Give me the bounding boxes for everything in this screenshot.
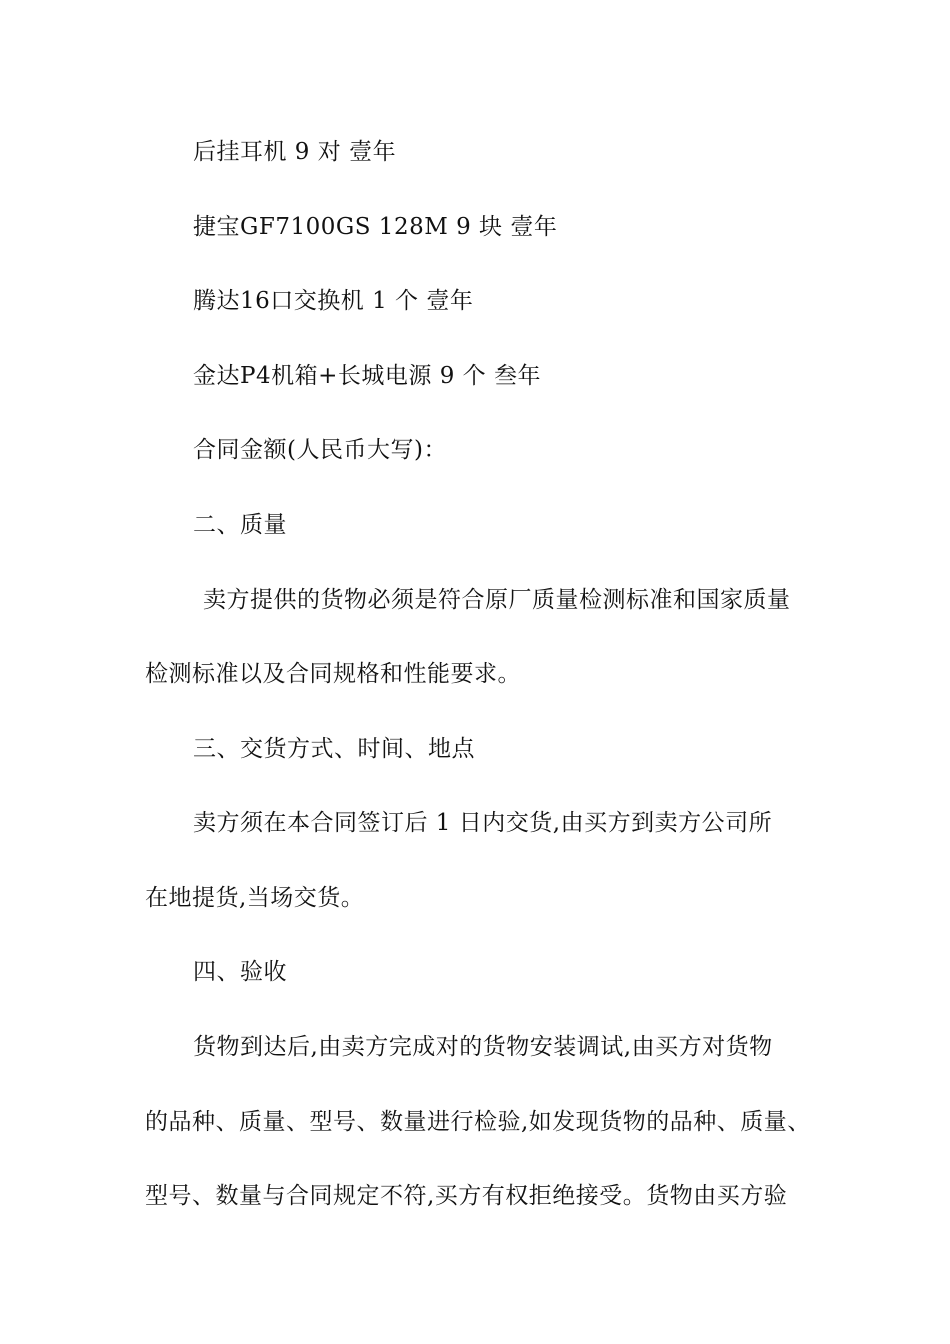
- paragraph-acceptance-line-1: 货物到达后,由卖方完成对的货物安装调试,由买方对货物: [193, 1034, 773, 1060]
- paragraph-quality-line-1: 卖方提供的货物必须是符合原厂质量检测标准和国家质量: [203, 587, 791, 613]
- section-heading-acceptance: 四、验收: [193, 959, 287, 985]
- item-line-switch: 腾达16口交换机 1 个 壹年: [193, 288, 474, 314]
- paragraph-acceptance-line-3: 型号、数量与合同规定不符,买方有权拒绝接受。货物由买方验: [145, 1183, 788, 1209]
- section-heading-delivery: 三、交货方式、时间、地点: [193, 736, 475, 762]
- item-line-earphones: 后挂耳机 9 对 壹年: [193, 139, 397, 165]
- paragraph-acceptance-line-2: 的品种、质量、型号、数量进行检验,如发现货物的品种、质量、: [145, 1109, 811, 1135]
- paragraph-delivery-line-2: 在地提货,当场交货。: [145, 885, 365, 911]
- contract-amount-line: 合同金额(人民币大写)：: [193, 437, 447, 463]
- item-line-graphics-card: 捷宝GF7100GS 128M 9 块 壹年: [193, 214, 558, 240]
- section-heading-quality: 二、质量: [193, 512, 287, 538]
- paragraph-quality-line-2: 检测标准以及合同规格和性能要求。: [145, 661, 521, 687]
- paragraph-delivery-line-1: 卖方须在本合同签订后 1 日内交货,由买方到卖方公司所: [193, 810, 773, 836]
- item-line-case-power: 金达P4机箱+长城电源 9 个 叁年: [193, 363, 541, 389]
